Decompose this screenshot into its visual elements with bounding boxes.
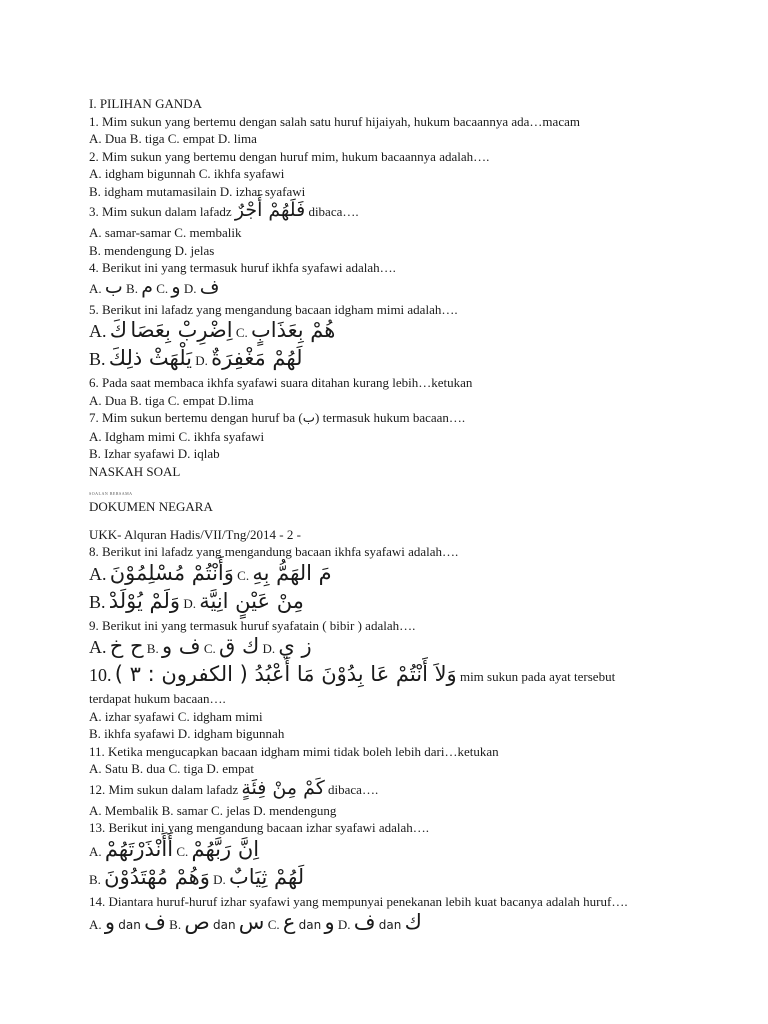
option-c-label: C.	[176, 843, 189, 859]
option-a-label: A.	[89, 563, 107, 584]
option-c-arabic: اِنَّ رَبَّهُمْ	[191, 836, 260, 861]
option-a-label: A.	[89, 843, 102, 859]
option-d-label: D.	[183, 595, 196, 611]
option-d-label: D.	[183, 280, 197, 296]
option-c-label: C.	[237, 567, 250, 583]
question-1-options: A. Dua B. tiga C. empat D. lima	[89, 131, 257, 146]
question-9-options	[89, 634, 689, 662]
option-c-arabic: هُمْ بِعَذَابٍ	[251, 318, 336, 342]
option-b-arabic: يَلْهَثْ ذلِكَ	[108, 346, 192, 370]
option-c-label: C.	[267, 917, 280, 932]
question-5: 5. Berikut ini lafadz yang mengandung bacaan idgham mimi adalah….	[89, 301, 458, 317]
option-b-label: B.	[89, 591, 106, 612]
question-13-options-bd	[89, 865, 689, 893]
question-6: 6. Pada saat membaca ikhfa syafawi suara ditahan kurang lebih…ketukan	[89, 375, 473, 390]
option-a-label: A.	[89, 280, 102, 296]
dokumen-negara-label: DOKUMEN NEGARA	[89, 499, 213, 514]
question-13: 13. Berikut ini yang mengandung bacaan izhar syafawi adalah….	[89, 820, 430, 835]
option-d-arabic: ز ي	[278, 634, 312, 658]
question-12-arabic: كَمْ مِنْ فِئَةٍ	[241, 776, 325, 799]
question-12-prefix: 12. Mim sukun dalam lafadz	[89, 781, 239, 797]
question-8-options-bd	[89, 589, 689, 617]
option-c-arabic-2: و	[324, 910, 335, 934]
question-3-options-b: B. mendengung D. jelas	[89, 242, 215, 258]
question-14-options	[89, 910, 689, 939]
option-a-arabic: ح خ	[109, 634, 144, 658]
dan-word: dan	[118, 918, 141, 932]
option-d-arabic-2: ك	[404, 910, 422, 934]
option-d-label: D.	[337, 917, 351, 932]
option-c-arabic: ك ق	[218, 634, 260, 658]
option-c-arabic: مَ الهَمُّ بِهِ	[252, 560, 332, 585]
option-a-arabic: ب	[104, 275, 123, 298]
question-14: 14. Diantara huruf-huruf izhar syafawi yang mempunyai penekanan lebih kuat bacanya adalah huruf….	[89, 893, 628, 909]
question-3-arabic: فَلَهُمْ أَجْرٌ	[234, 199, 306, 221]
question-11-options: A. Satu B. dua C. tiga D. empat	[89, 761, 255, 776]
option-c-label: C.	[235, 325, 248, 340]
question-7-suffix: ) termasuk hukum bacaan….	[314, 410, 466, 425]
dan-word: dan	[298, 918, 322, 932]
question-13-options-ac	[89, 837, 689, 865]
option-b-arabic: م	[141, 275, 153, 298]
question-5-options-ac	[89, 318, 689, 346]
question-12	[89, 778, 689, 802]
option-a-arabic-2: اِضْرِبْ بِعَصَا	[130, 318, 233, 342]
exam-content	[89, 95, 689, 939]
question-2: 2. Mim sukun yang bertemu dengan huruf mim, hukum bacaannya adalah….	[89, 148, 490, 164]
question-10	[89, 662, 689, 690]
question-3-suffix: dibaca….	[308, 204, 359, 219]
question-7	[89, 409, 689, 428]
question-1: 1. Mim sukun yang bertemu dengan salah satu huruf hijaiyah, hukum bacaannya ada…macam	[89, 113, 580, 129]
option-a-label: A.	[89, 637, 107, 657]
naskah-soal-label: NASKAH SOAL	[89, 463, 181, 479]
question-7-options-b: B. Izhar syafawi D. iqlab	[89, 446, 220, 461]
option-a-arabic: أَأَنْذَرْتَهُمْ	[104, 836, 174, 861]
option-d-arabic: لَهُمْ ثِيَابٌ	[229, 864, 305, 889]
question-5-options-bd	[89, 346, 689, 374]
dan-word: dan	[378, 918, 402, 932]
question-11: 11. Ketika mengucapkan bacaan idgham mimi tidak boleh lebih dari…ketukan	[89, 743, 499, 759]
question-10-line-2: terdapat hukum bacaan….	[89, 691, 226, 706]
question-10-options-b: B. ikhfa syafawi D. idgham bigunnah	[89, 726, 285, 741]
option-b-label: B.	[89, 871, 101, 887]
option-b-arabic: وَهُمْ مُهْتَدُوْنَ	[104, 864, 210, 889]
option-d-arabic: لَهُمْ مَغْفِرَةٌ	[211, 346, 303, 370]
option-c-label: C.	[156, 280, 169, 296]
option-d-arabic: ف	[199, 275, 220, 298]
question-4-options	[89, 277, 689, 301]
question-3	[89, 200, 689, 224]
option-d-label: D.	[195, 353, 208, 368]
option-d-arabic-1: ف	[353, 910, 376, 934]
option-b-arabic-2: س	[238, 910, 265, 934]
question-10-suffix: mim sukun pada ayat tersebut	[459, 669, 616, 684]
option-c-label: C.	[203, 641, 216, 656]
question-8: 8. Berikut ini lafadz yang mengandung bacaan ikhfa syafawi adalah….	[89, 544, 459, 559]
option-b-arabic-1: ص	[184, 910, 210, 934]
ukk-header: UKK- Alquran Hadis/VII/Tng/2014 - 2 -	[89, 526, 301, 542]
option-b-label: B.	[126, 280, 138, 296]
option-a-label: A.	[89, 917, 102, 932]
question-10-number: 10.	[89, 665, 112, 685]
question-3-options-a: A. samar-samar C. membalik	[89, 225, 242, 240]
small-header-text: SOALAN BERSAMA	[89, 491, 133, 496]
section-title: I. PILIHAN GANDA	[89, 96, 203, 111]
question-2-options-a: A. idgham bigunnah C. ikhfa syafawi	[89, 166, 285, 181]
option-d-label: D.	[262, 641, 276, 656]
option-b-arabic: وَلَمْ يُوْلَدْ	[108, 588, 181, 613]
option-d-label: D.	[213, 871, 226, 887]
option-a-label: A.	[89, 321, 107, 341]
question-10-options-a: A. izhar syafawi C. idgham mimi	[89, 708, 263, 724]
question-12-suffix: dibaca….	[328, 781, 379, 797]
option-c-arabic: و	[171, 275, 181, 298]
option-b-arabic: ف و	[161, 634, 201, 658]
question-12-options: A. Membalik B. samar C. jelas D. mendengung	[89, 802, 337, 818]
question-2-options-b: B. idgham mutamasilain D. izhar syafawi	[89, 183, 306, 199]
option-b-label: B.	[146, 641, 159, 656]
dan-word: dan	[212, 918, 236, 932]
question-9: 9. Berikut ini yang termasuk huruf syafatain ( bibir ) adalah….	[89, 617, 416, 633]
option-a-arabic-1: و	[104, 910, 116, 934]
question-3-prefix: 3. Mim sukun dalam lafadz	[89, 204, 232, 219]
question-10-arabic: وَلاَ أَنْتُمْ عَا بِدُوْنَ مَا أَعْبُدُ ( الكفرون : ٣ )	[114, 662, 457, 686]
option-d-arabic: مِنْ عَيْنٍ انِيَّة	[199, 588, 304, 613]
question-6-options: A. Dua B. tiga C. empat D.lima	[89, 392, 254, 408]
question-7-options-a: A. Idgham mimi C. ikhfa syafawi	[89, 428, 265, 444]
option-a-arabic: وَأَنْتُمْ مُسْلِمُوْنَ	[109, 560, 234, 585]
question-7-prefix: 7. Mim sukun bertemu dengan huruf ba (	[89, 410, 303, 425]
option-a-arabic: كَ	[109, 318, 128, 342]
question-8-options-ac	[89, 561, 689, 589]
option-b-label: B.	[89, 349, 106, 369]
option-a-arabic-2: ف	[144, 910, 166, 934]
question-7-arabic: ب	[302, 411, 315, 426]
question-4: 4. Berikut ini yang termasuk huruf ikhfa syafawi adalah….	[89, 260, 396, 275]
option-c-arabic-1: ع	[282, 910, 296, 934]
option-b-label: B.	[169, 917, 182, 932]
